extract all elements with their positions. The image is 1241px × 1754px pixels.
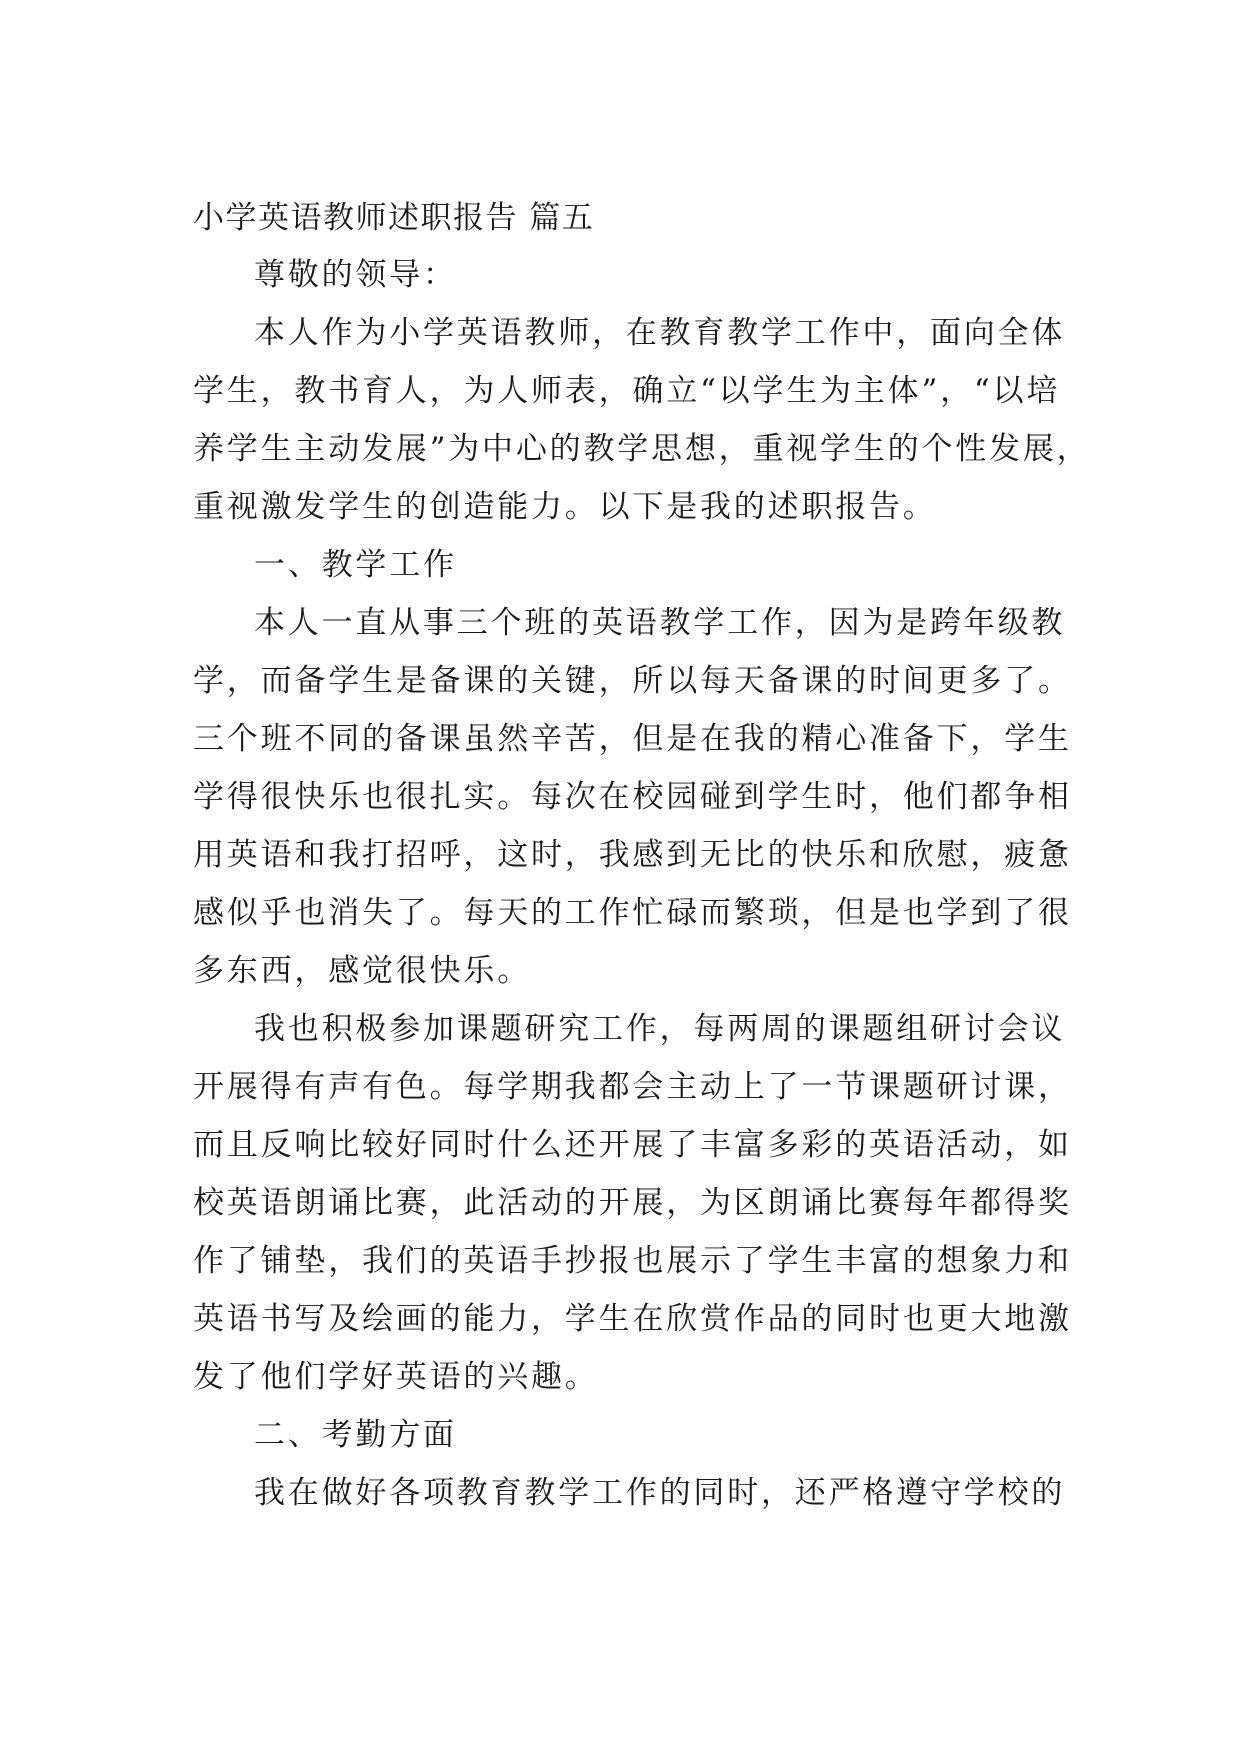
paragraph-line: 我也积极参加课题研究工作，每两周的课题组研讨会议 xyxy=(254,1011,1066,1047)
paragraph-line: 开展得有声有色。每学期我都会主动上了一节课题研讨课， xyxy=(193,1069,1072,1105)
paragraph-line: 本人作为小学英语教师，在教育教学工作中，面向全体 xyxy=(254,315,1066,351)
paragraph-line: 养学生主动发展”为中心的教学思想，重视学生的个性发展， xyxy=(193,431,1091,467)
document-title: 小学英语教师述职报告 篇五 xyxy=(193,200,595,236)
paragraph-line: 作了铺垫，我们的英语手抄报也展示了学生丰富的想象力和 xyxy=(193,1243,1072,1279)
paragraph-line: 多东西，感觉很快乐。 xyxy=(193,953,531,989)
paragraph-line: 英语书写及绘画的能力，学生在欣赏作品的同时也更大地激 xyxy=(193,1301,1072,1337)
paragraph-line: 本人一直从事三个班的英语教学工作，因为是跨年级教 xyxy=(254,605,1066,641)
paragraph-line: 我在做好各项教育教学工作的同时，还严格遵守学校的 xyxy=(254,1475,1066,1511)
paragraph-line: 学得很快乐也很扎实。每次在校园碰到学生时，他们都争相 xyxy=(193,779,1072,815)
paragraph-line: 学，而备学生是备课的关键，所以每天备课的时间更多了。 xyxy=(193,663,1072,699)
paragraph-line: 校英语朗诵比赛，此活动的开展，为区朗诵比赛每年都得奖 xyxy=(193,1185,1072,1221)
paragraph-line: 学生，教书育人，为人师表，确立“以学生为主体”，“以培 xyxy=(193,373,1061,409)
paragraph-line: 感似乎也消失了。每天的工作忙碌而繁琐，但是也学到了很 xyxy=(193,895,1072,931)
paragraph-line: 用英语和我打招呼，这时，我感到无比的快乐和欣慰，疲惫 xyxy=(193,837,1072,873)
paragraph-line: 发了他们学好英语的兴趣。 xyxy=(193,1359,599,1395)
section-heading: 一、教学工作 xyxy=(254,547,457,583)
paragraph-line: 三个班不同的备课虽然辛苦，但是在我的精心准备下，学生 xyxy=(193,721,1072,757)
paragraph-line: 而且反响比较好同时什么还开展了丰富多彩的英语活动，如 xyxy=(193,1127,1072,1163)
section-heading: 二、考勤方面 xyxy=(254,1417,457,1453)
paragraph-line: 重视激发学生的创造能力。以下是我的述职报告。 xyxy=(193,489,937,525)
salutation: 尊敬的领导： xyxy=(254,257,457,293)
